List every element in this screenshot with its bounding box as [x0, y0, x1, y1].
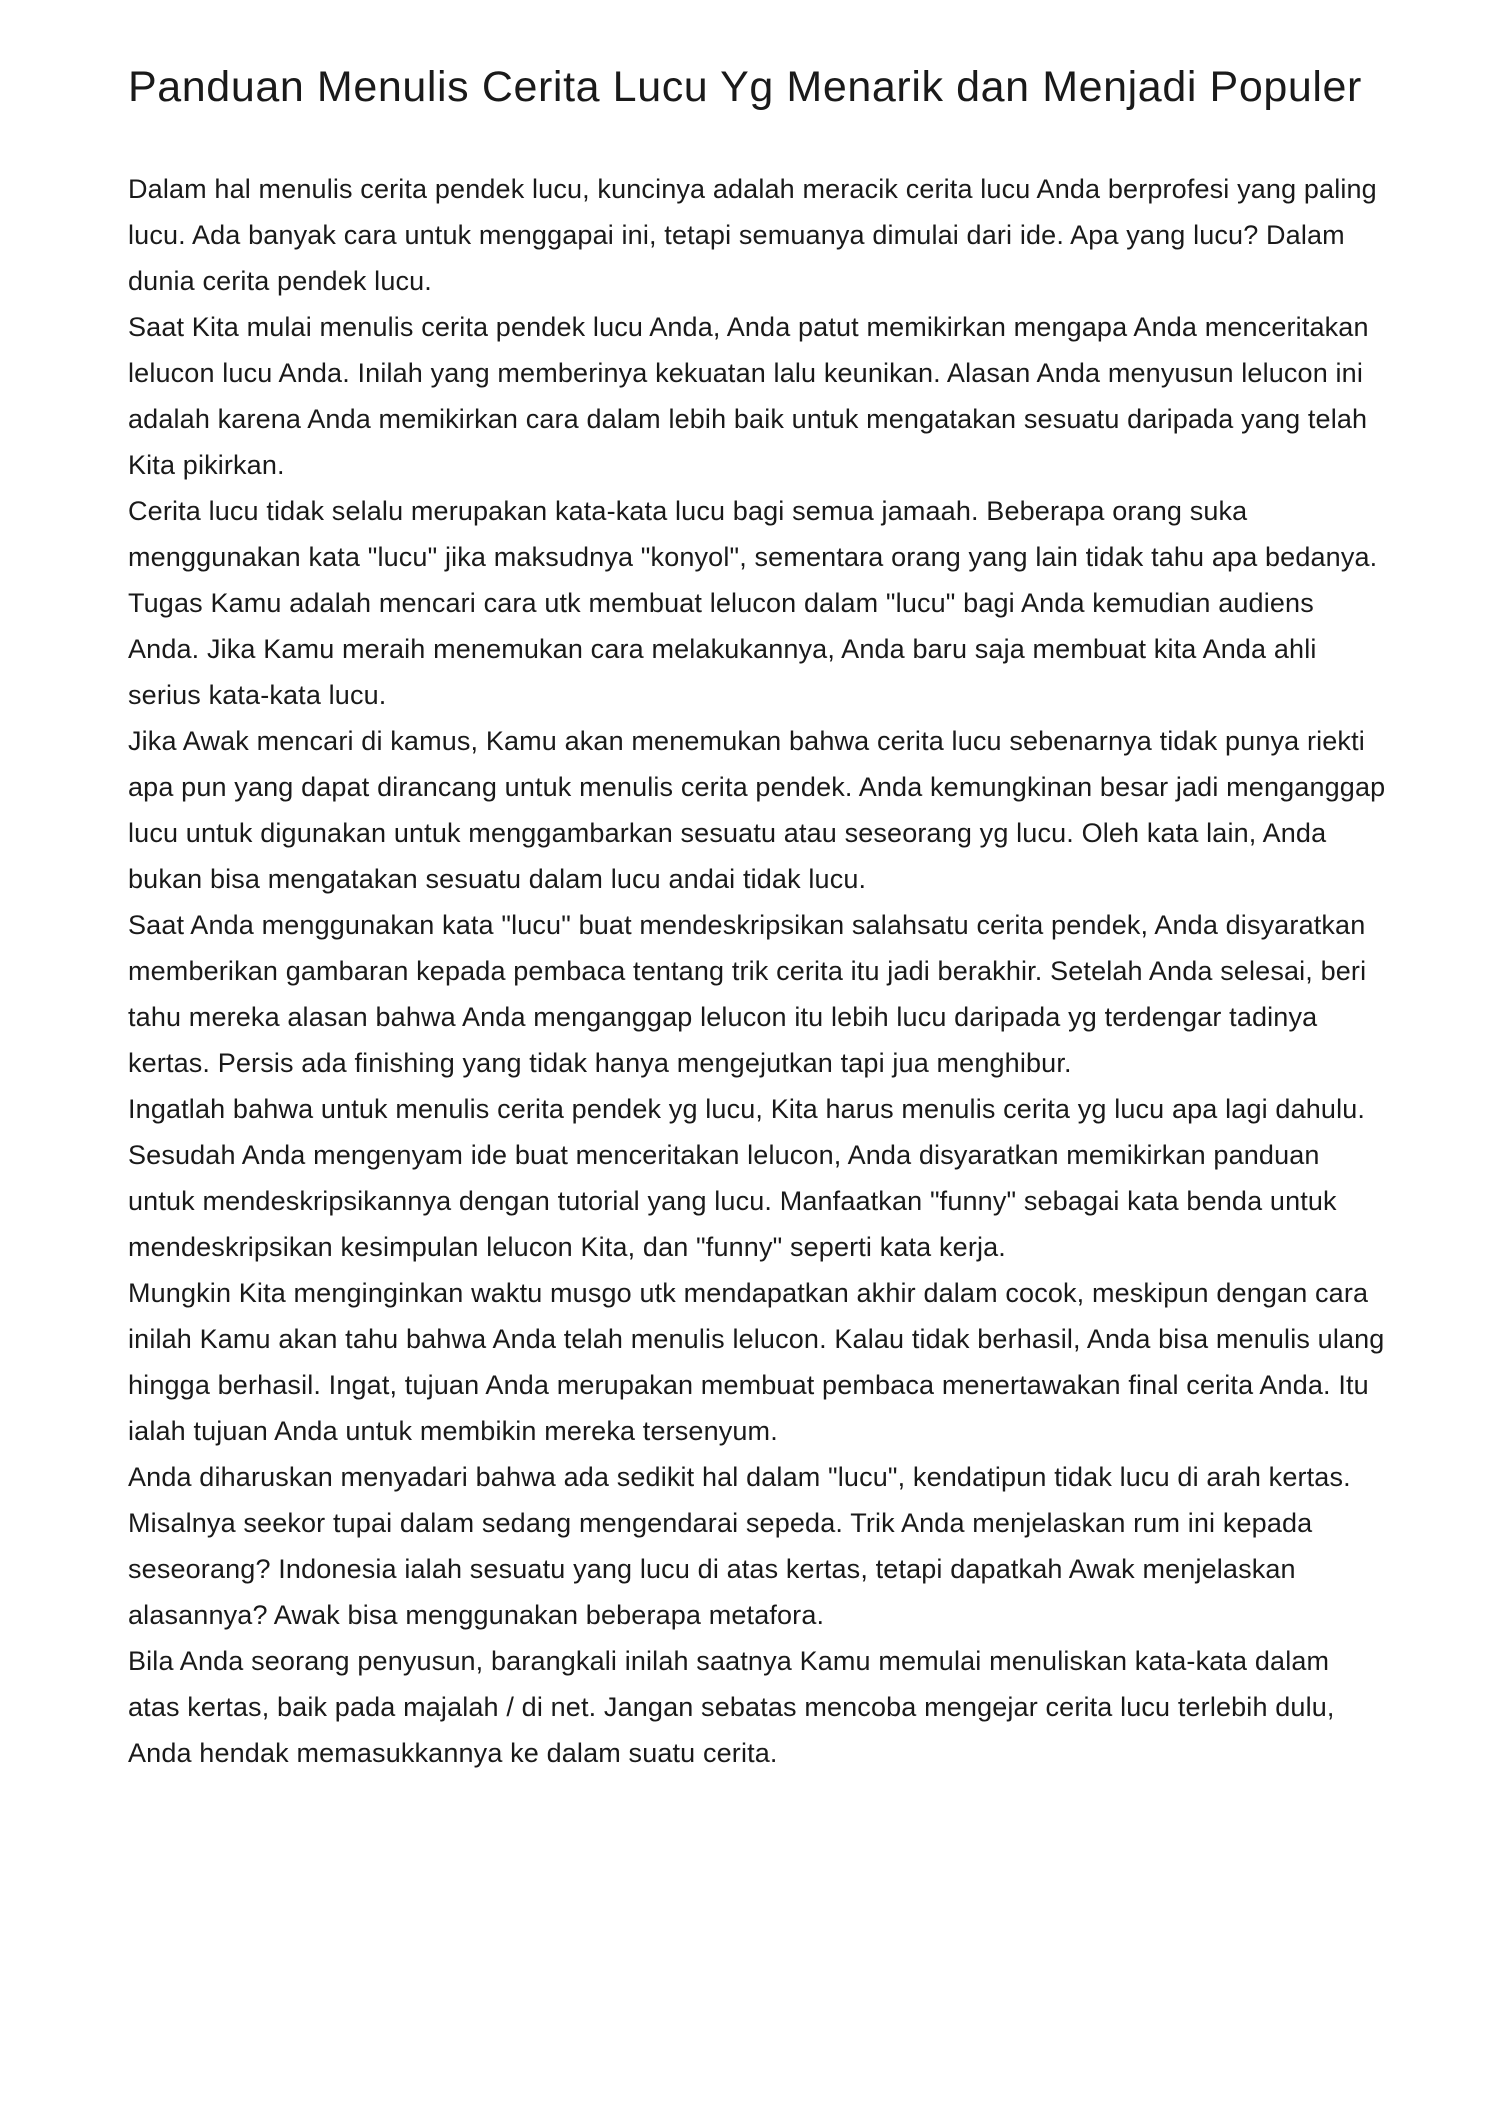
- document-body: [128, 166, 1388, 1776]
- paragraph-3: Cerita lucu tidak selalu merupakan kata-kata lucu bagi semua jamaah. Beberapa orang suka menggunakan kata "lucu" jika maksudnya "konyol", sementara orang yang lain tidak tahu apa bedanya. Tugas Kamu adalah mencari cara utk membuat lelucon dalam "lucu" bagi Anda kemudian audiens Anda. Jika Kamu meraih menemukan cara melakukannya, Anda baru saja membuat kita Anda ahli serius kata-kata lucu.: [128, 496, 1378, 710]
- paragraph-7: Mungkin Kita menginginkan waktu musgo utk mendapatkan akhir dalam cocok, meskipun dengan cara inilah Kamu akan tahu bahwa Anda telah menulis lelucon. Kalau tidak berhasil, Anda bisa menulis ulang hingga berhasil. Ingat, tujuan Anda merupakan membuat pembaca menertawakan final cerita Anda. Itu ialah tujuan Anda untuk membikin mereka tersenyum.: [128, 1278, 1385, 1446]
- paragraph-9: Bila Anda seorang penyusun, barangkali inilah saatnya Kamu memulai menuliskan kata-kata dalam atas kertas, baik pada majalah / di net. Jangan sebatas mencoba mengejar cerita lucu terlebih dulu, Anda hendak memasukkannya ke dalam suatu cerita.: [128, 1646, 1335, 1768]
- document-page: [128, 64, 1388, 1776]
- paragraph-1: Dalam hal menulis cerita pendek lucu, kuncinya adalah meracik cerita lucu Anda berprofesi yang paling lucu. Ada banyak cara untuk menggapai ini, tetapi semuanya dimulai dari ide. Apa yang lucu? Dalam dunia cerita pendek lucu.: [128, 174, 1377, 296]
- paragraph-2: Saat Kita mulai menulis cerita pendek lucu Anda, Anda patut memikirkan mengapa Anda menceritakan lelucon lucu Anda. Inilah yang memberinya kekuatan lalu keunikan. Alasan Anda menyusun lelucon ini adalah karena Anda memikirkan cara dalam lebih baik untuk mengatakan sesuatu daripada yang telah Kita pikirkan.: [128, 312, 1369, 480]
- paragraph-6: Ingatlah bahwa untuk menulis cerita pendek yg lucu, Kita harus menulis cerita yg lucu apa lagi dahulu. Sesudah Anda mengenyam ide buat menceritakan lelucon, Anda disyaratkan memikirkan panduan untuk mendeskripsikannya dengan tutorial yang lucu. Manfaatkan "funny" sebagai kata benda untuk mendeskripsikan kesimpulan lelucon Kita, dan "funny" seperti kata kerja.: [128, 1094, 1366, 1262]
- paragraph-4: Jika Awak mencari di kamus, Kamu akan menemukan bahwa cerita lucu sebenarnya tidak punya riekti apa pun yang dapat dirancang untuk menulis cerita pendek. Anda kemungkinan besar jadi menganggap lucu untuk digunakan untuk menggambarkan sesuatu atau seseorang yg lucu. Oleh kata lain, Anda bukan bisa mengatakan sesuatu dalam lucu andai tidak lucu.: [128, 726, 1386, 894]
- paragraph-5: Saat Anda menggunakan kata "lucu" buat mendeskripsikan salahsatu cerita pendek, Anda disyaratkan memberikan gambaran kepada pembaca tentang trik cerita itu jadi berakhir. Setelah Anda selesai, beri tahu mereka alasan bahwa Anda menganggap lelucon itu lebih lucu daripada yg terdengar tadinya kertas. Persis ada finishing yang tidak hanya mengejutkan tapi jua menghibur.: [128, 910, 1367, 1078]
- document-title: Panduan Menulis Cerita Lucu Yg Menarik dan Menjadi Populer: [128, 63, 1362, 111]
- paragraph-8: Anda diharuskan menyadari bahwa ada sedikit hal dalam "lucu", kendatipun tidak lucu di arah kertas. Misalnya seekor tupai dalam sedang mengendarai sepeda. Trik Anda menjelaskan rum ini kepada seseorang? Indonesia ialah sesuatu yang lucu di atas kertas, tetapi dapatkah Awak menjelaskan alasannya? Awak bisa menggunakan beberapa metafora.: [128, 1462, 1351, 1630]
